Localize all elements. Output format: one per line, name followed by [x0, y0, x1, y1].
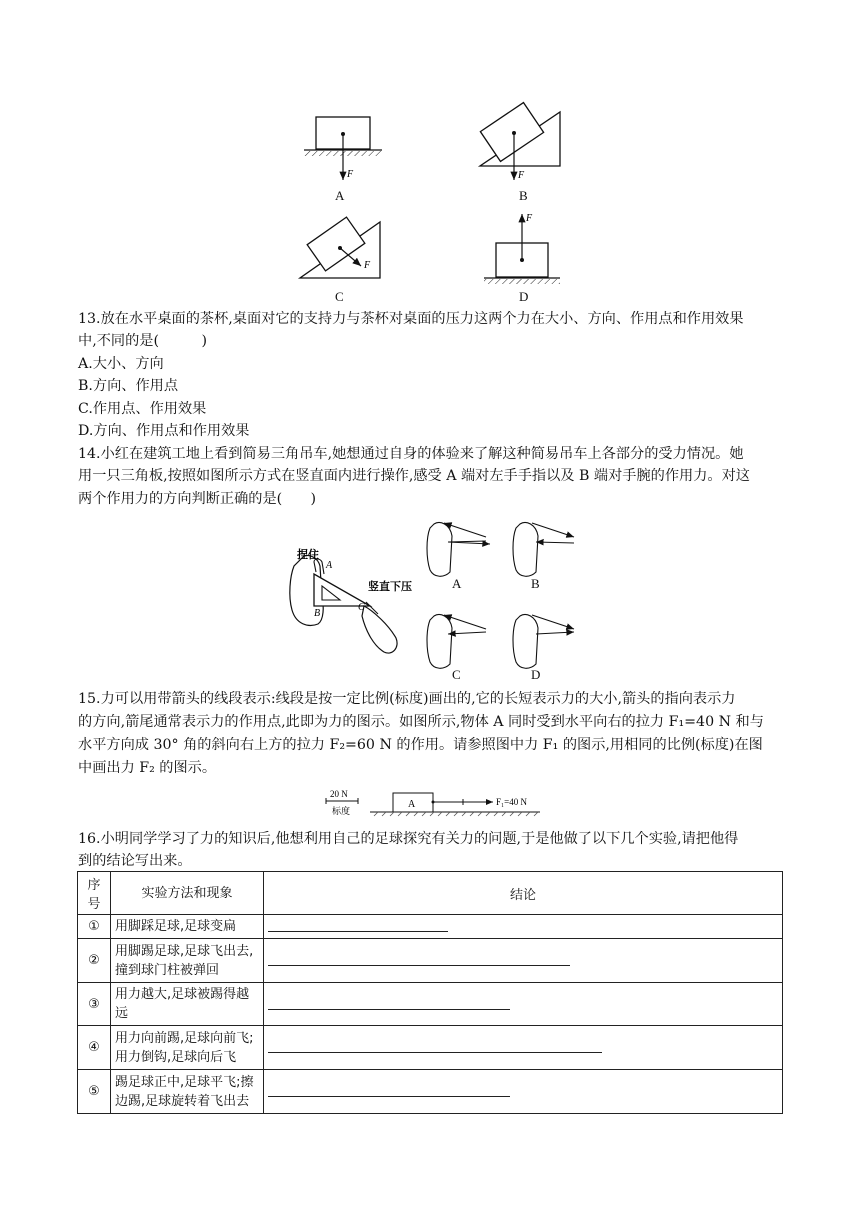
press-down-label: 竖直下压 — [368, 581, 412, 593]
option-d-diagram — [513, 615, 574, 669]
table-row — [78, 1026, 783, 1070]
force-diagram-f1 — [320, 786, 550, 820]
table-row — [78, 983, 783, 1026]
force-diagrams-figure — [290, 100, 580, 310]
point-b-label: B — [314, 608, 321, 619]
option-b-diagram — [513, 523, 574, 577]
header-conclusion: 结论 — [264, 872, 783, 915]
row-number: ① — [78, 915, 111, 939]
table-row — [78, 1070, 783, 1114]
figure-label-c: C — [335, 289, 344, 304]
answer-blank[interactable] — [264, 939, 783, 983]
row-number: ⑤ — [78, 1070, 111, 1114]
table-row — [78, 915, 783, 939]
point-a-label: A — [326, 560, 333, 571]
q13-stem-cont: 中,不同的是( ) — [78, 333, 208, 349]
q13-stem: 13.放在水平桌面的茶杯,桌面对它的支持力与茶杯对桌面的压力这两个力在大小、方向、作用点和作用效果 — [78, 311, 744, 327]
answer-blank[interactable] — [264, 1070, 783, 1114]
point-c-label: C — [358, 602, 365, 613]
row-number: ④ — [78, 1026, 111, 1070]
q14-option-c-label: C — [452, 667, 461, 682]
q15-line-2: 的方向,箭尾通常表示力的作用点,此即为力的图示。如图所示,物体 A 同时受到水平向右的拉力 F₁=40 N 和与 — [78, 714, 764, 730]
figure-label-a: A — [335, 188, 345, 203]
table-header-row — [78, 872, 783, 915]
force-label: F — [526, 213, 533, 224]
q15-line-1: 15.力可以用带箭头的线段表示:线段是按一定比例(标度)画出的,它的长短表示力的大小,箭头的指向表示力 — [78, 691, 736, 707]
answer-blank[interactable] — [264, 983, 783, 1026]
answer-blank[interactable] — [264, 1026, 783, 1070]
option-c-diagram — [427, 615, 486, 669]
hold-label: 捏住 — [297, 549, 319, 561]
q13-option-b: B.方向、作用点 — [78, 378, 179, 394]
header-no: 序号 — [78, 872, 111, 915]
q15-line-3: 水平方向成 30° 角的斜向右上方的拉力 F₂=60 N 的作用。请参照图中力 F₁ 的图示,用相同的比例(标度)在图 — [78, 737, 763, 753]
experiment-table — [77, 871, 783, 1114]
force-label: F — [347, 169, 354, 180]
row-method: 用力越大,足球被踢得越远 — [111, 983, 264, 1026]
diagram-a — [304, 117, 382, 180]
q14-option-a-label: A — [452, 576, 462, 591]
answer-blank[interactable] — [264, 915, 783, 939]
block-a-label: A — [408, 799, 416, 810]
q14-line-3: 两个作用力的方向判断正确的是( ) — [78, 491, 317, 507]
hand-with-triangle-illustration — [290, 555, 397, 653]
q14-line-2: 用一只三角板,按照如图所示方式在竖直面内进行操作,感受 A 端对左手手指以及 B 端对手腕的作用力。对这 — [78, 468, 750, 484]
header-method: 实验方法和现象 — [111, 872, 264, 915]
q16-line-1: 16.小明同学学习了力的知识后,他想利用自己的足球探究有关力的问题,于是他做了以下几个实验,请把他得 — [78, 831, 739, 847]
q16-line-2: 到的结论写出来。 — [78, 853, 192, 869]
figure-label-b: B — [519, 188, 528, 203]
f1-label: F₁=40 N — [496, 797, 527, 807]
q13-option-d: D.方向、作用点和作用效果 — [78, 423, 250, 439]
q13-option-a: A.大小、方向 — [78, 356, 164, 372]
row-number: ③ — [78, 983, 111, 1026]
q14-option-b-label: B — [531, 576, 540, 591]
row-number: ② — [78, 939, 111, 983]
q14-option-d-label: D — [531, 667, 541, 682]
row-method: 用力向前踢,足球向前飞;用力倒钩,足球向后飞 — [111, 1026, 264, 1070]
row-method: 用脚踩足球,足球变扁 — [111, 915, 264, 939]
scale-value: 20 N — [330, 789, 348, 799]
diagram-d — [484, 213, 560, 284]
force-label: F — [364, 260, 371, 271]
q13-option-c: C.作用点、作用效果 — [78, 401, 207, 417]
figure-label-d: D — [519, 289, 529, 304]
row-method: 踢足球正中,足球平飞;擦边踢,足球旋转着飞出去 — [111, 1070, 264, 1114]
force-label: F — [518, 170, 525, 181]
q14-line-1: 14.小红在建筑工地上看到简易三角吊车,她想通过自身的体验来了解这种简易吊车上各部分的受力情况。她 — [78, 446, 744, 462]
scale-label: 标度 — [332, 806, 351, 816]
option-a-diagram — [427, 523, 490, 577]
diagram-c — [300, 217, 380, 278]
diagram-b — [480, 103, 560, 181]
table-row — [78, 939, 783, 983]
triangle-plate-figure — [280, 506, 590, 684]
q15-line-4: 中画出力 F₂ 的图示。 — [78, 760, 217, 776]
row-method: 用脚踢足球,足球飞出去,撞到球门柱被弹回 — [111, 939, 264, 983]
